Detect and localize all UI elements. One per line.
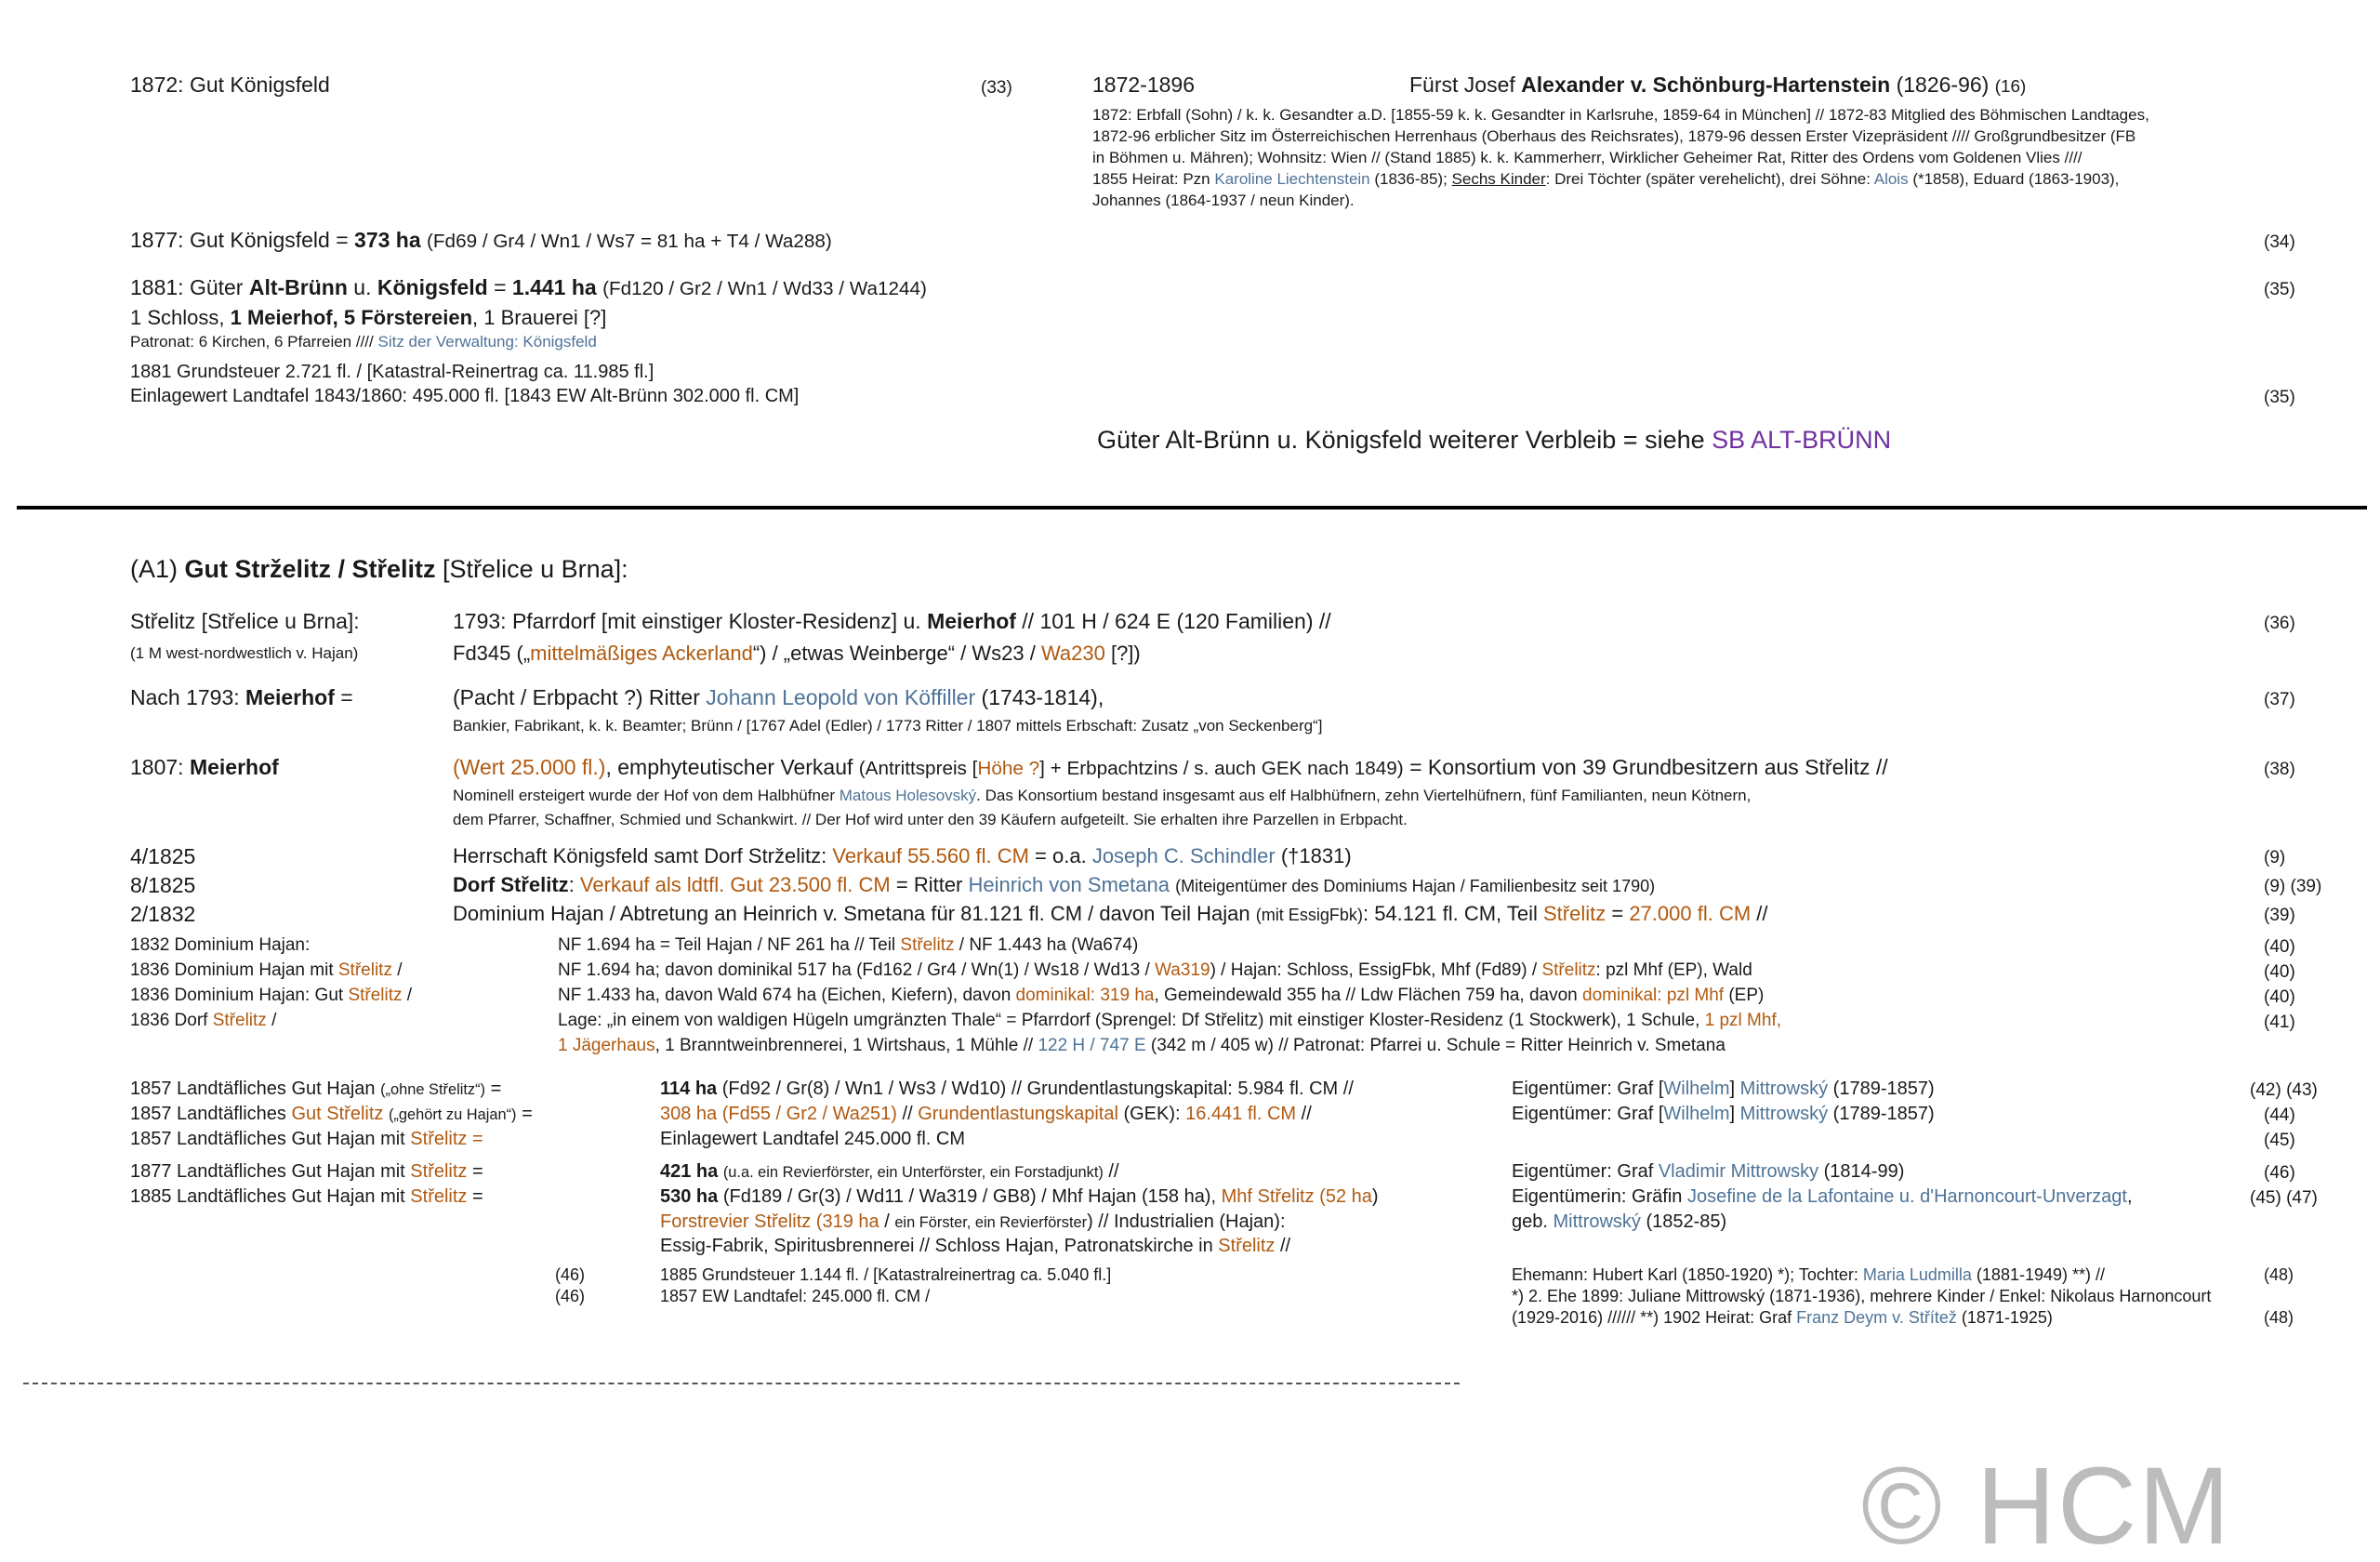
ref-40-c: (40) <box>2264 987 2295 1007</box>
ref-33: (33) <box>981 78 1012 98</box>
text-segment: Alt-Brünn <box>248 275 348 299</box>
text-segment: 4/1825 <box>130 844 196 868</box>
text-segment: (16) <box>1994 76 2027 96</box>
text-segment: 27.000 fl. CM <box>1629 902 1752 925</box>
text-segment: // <box>1751 902 1768 925</box>
ref-46-a: (46) <box>2264 1163 2295 1183</box>
ref-42-43: (42) (43) <box>2250 1080 2318 1100</box>
row-1857-mit-label <box>130 1129 483 1150</box>
text-segment: Alexander v. Schönburg-Hartenstein <box>1521 73 1891 97</box>
text-segment: ) <box>1371 1186 1379 1207</box>
text-segment: = <box>467 1161 483 1182</box>
text-segment: Grundentlastungskapital <box>918 1104 1118 1124</box>
ref-45-47: (45) (47) <box>2250 1188 2318 1208</box>
row-nach-1793-label <box>130 685 353 709</box>
text-segment: Mhf Střelitz (52 ha <box>1221 1186 1372 1207</box>
owner-period-1872-1896: 1872-1896 <box>1092 73 1195 97</box>
text-segment: (1814-99) <box>1818 1161 1905 1182</box>
row-1885-mit-content-line-3 <box>660 1236 1290 1257</box>
ref-44: (44) <box>2264 1105 2295 1125</box>
text-segment: 122 H / 747 E <box>1038 1036 1146 1055</box>
text-segment: 1807: <box>130 755 190 779</box>
row-1885-mit-content-line-1 <box>660 1186 1379 1208</box>
text-segment: Güter Alt-Brünn u. Königsfeld weiterer Verbleib = siehe <box>1097 426 1712 454</box>
text-segment: Meierhof <box>927 609 1016 633</box>
row-1877-mit-owner <box>1512 1161 1904 1183</box>
text-segment: Gut Střelitz <box>291 1104 384 1124</box>
text-segment: Dorf Střelitz <box>453 873 569 896</box>
row-2-1832-content <box>453 902 1768 925</box>
text-segment: *) 2. Ehe 1899: Juliane Mittrowský (1871-1936), mehrere Kinder / Enkel: Nikolaus Harnoncourt <box>1512 1287 2212 1305</box>
text-segment: Höhe ? <box>977 758 1040 779</box>
text-segment: / <box>391 960 403 980</box>
text-segment: = o.a. <box>1028 844 1092 867</box>
row-1836-dorf-content-line-2 <box>558 1036 1726 1056</box>
row-1836-gut-strelitz-label <box>130 986 412 1006</box>
text-segment: (GEK): <box>1117 1104 1186 1124</box>
text-segment: “) / „etwas Weinberge“ / Ws23 / <box>752 642 1041 665</box>
text-segment: : <box>568 873 580 896</box>
text-segment: : Drei Töchter (später verehelicht), drei Söhne: <box>1545 170 1874 188</box>
row-1857-ohne-owner <box>1512 1079 1935 1100</box>
text-segment: Verkauf als ldtfl. Gut 23.500 fl. CM <box>579 873 891 896</box>
text-segment: Essig-Fabrik, Spiritusbrennerei // Schloss Hajan, Patronatskirche in <box>660 1236 1219 1256</box>
text-segment: Königsfeld <box>377 275 488 299</box>
text-segment: // 101 H / 624 E (120 Familien) // <box>1015 609 1331 633</box>
line-1881-patronat <box>130 333 597 351</box>
text-segment: (u.a. ein Revierförster, ein Unterförster, ein Forstadjunkt) <box>722 1164 1104 1181</box>
text-segment: Wilhelm <box>1663 1079 1730 1099</box>
text-segment: (1 M west-nordwestlich v. Hajan) <box>130 644 359 662</box>
text-segment: u. <box>347 275 377 299</box>
text-segment: (1826-96) <box>1890 73 1995 97</box>
ref-46-b: (46) <box>555 1265 586 1284</box>
text-segment: dem Pfarrer, Schaffner, Schmied und Schankwirt. // Der Hof wird unter den 39 Käufern aufgeteilt. Sie erhalten ihre Parzellen in Erbpacht. <box>453 811 1408 828</box>
text-segment: 1857 Landtäfliches <box>130 1104 292 1124</box>
text-segment: = <box>1606 902 1630 925</box>
text-segment: Eigentümer: Graf <box>1512 1161 1659 1182</box>
text-segment: NF 1.694 ha = Teil Hajan / NF 261 ha // Teil <box>558 935 901 955</box>
text-segment: NF 1.694 ha; davon dominikal 517 ha (Fd162 / Gr4 / Wn(1) / Ws18 / Wd13 / <box>558 960 1156 980</box>
text-segment: ) / Hajan: Schloss, EssigFbk, Mhf (Fd89) / <box>1210 960 1542 980</box>
text-segment: . Das Konsortium bestand insgesamt aus elf Halbhüfnern, zehn Viertelhüfnern, fünf Familianten, neun Kötnern, <box>976 787 1752 804</box>
text-segment: 373 ha <box>354 228 421 252</box>
row-1857-ohne-content <box>660 1079 1354 1100</box>
text-segment: ] + Erbpachtzins / s. auch GEK nach 1849) <box>1039 758 1404 779</box>
row-8-1825-content <box>453 873 1655 896</box>
text-segment: 1 Jägerhaus <box>558 1036 655 1055</box>
text-segment: 1877: Gut Königsfeld = <box>130 228 355 252</box>
bottom-dashed-divider <box>23 1383 1460 1384</box>
text-segment: 1872-96 erblicher Sitz im Österreichischen Herrenhaus (Oberhaus des Reichsrates), 1879-96 dessen Erster Vizepräsident //// Großgrundbesitzer (FB <box>1092 127 2136 145</box>
owner-bio-line-1 <box>1092 106 2149 125</box>
text-segment: (EP) <box>1724 986 1765 1005</box>
text-segment: Johannes (1864-1937 / neun Kinder). <box>1092 192 1355 209</box>
text-segment: 2/1832 <box>130 902 196 926</box>
text-segment: (Fd69 / Gr4 / Wn1 / Ws7 = 81 ha + T4 / Wa288) <box>427 231 832 252</box>
text-segment: 8/1825 <box>130 873 196 897</box>
row-strelitz-1793-line-1 <box>453 609 1331 633</box>
owner-bio-line-2 <box>1092 127 2135 146</box>
text-segment: , Gemeindewald 355 ha // Ldw Flächen 759 ha, davon <box>1154 986 1583 1005</box>
text-segment: 308 ha (Fd55 / Gr2 / Wa251) <box>660 1104 897 1124</box>
text-segment: 1885 Grundsteuer 1.144 fl. / [Katastralreinertrag ca. 5.040 fl.] <box>660 1265 1112 1284</box>
text-segment: 16.441 fl. CM <box>1185 1104 1297 1124</box>
text-segment: 114 ha <box>660 1079 718 1099</box>
text-segment: 1855 Heirat: Pzn <box>1092 170 1215 188</box>
line-1881-gueter <box>130 275 927 300</box>
text-segment: (1836-85); <box>1369 170 1452 188</box>
text-segment: Patronat: 6 Kirchen, 6 Pfarreien //// <box>130 333 378 351</box>
row-1836-dominium-mit-label <box>130 960 403 981</box>
text-segment: Einlagewert Landtafel 245.000 fl. CM <box>660 1129 965 1149</box>
row-1902-heirat <box>1512 1308 2053 1328</box>
text-segment: Mittrowský <box>1739 1079 1829 1099</box>
text-segment: (1881-1949) **) // <box>1971 1265 2105 1284</box>
text-segment: 1857 Landtäfliches Gut Hajan mit <box>130 1129 411 1149</box>
owner-name-schoenburg-hartenstein <box>1409 73 2026 97</box>
ref-35-a: (35) <box>2264 280 2295 299</box>
line-1881-schloss-meierhof <box>130 306 606 329</box>
text-segment: Střelitz [Střelice u Brna]: <box>130 609 360 633</box>
text-segment: [?]) <box>1104 642 1141 665</box>
text-segment: (Miteigentümer des Dominiums Hajan / Familienbesitz seit 1790) <box>1175 877 1656 895</box>
ref-38: (38) <box>2264 760 2295 779</box>
text-segment: = <box>516 1104 533 1124</box>
text-segment: 1 Schloss, <box>130 306 231 329</box>
ref-9: (9) <box>2264 848 2286 867</box>
text-segment: Nominell ersteigert wurde der Hof von dem Halbhüfner <box>453 787 840 804</box>
row-1807-note-line-1 <box>453 787 1751 805</box>
text-segment: geb. <box>1512 1211 1554 1232</box>
text-segment: Střelitz <box>337 960 392 980</box>
text-segment: Nach 1793: <box>130 685 246 709</box>
text-segment: Franz Deym v. Střítež <box>1796 1308 1957 1327</box>
text-segment: Alois <box>1873 170 1909 188</box>
row-1885-mit-label <box>130 1186 483 1208</box>
text-segment: / <box>402 986 413 1005</box>
owner-bio-line-4 <box>1092 170 2119 189</box>
ref-40-b: (40) <box>2264 962 2295 982</box>
row-1836-dorf-label <box>130 1011 276 1031</box>
row-strelitz-sublabel <box>130 644 358 663</box>
row-1857-gehoert-owner <box>1512 1104 1935 1125</box>
text-segment: 1.441 ha <box>511 275 597 299</box>
text-segment: , 1 Branntweinbrennerei, 1 Wirtshaus, 1 Mühle // <box>654 1036 1038 1055</box>
text-segment: Verkauf 55.560 fl. CM <box>832 844 1029 867</box>
text-segment: / <box>879 1211 895 1232</box>
text-segment: = <box>485 1079 502 1099</box>
text-segment: Johann Leopold von Köffiller <box>706 685 976 709</box>
row-1836-dorf-content-line-1 <box>558 1011 1781 1031</box>
text-segment: Wilhelm <box>1663 1104 1730 1124</box>
text-segment: = <box>467 1186 483 1207</box>
text-segment: = Ritter <box>890 873 969 896</box>
owner-bio-line-5 <box>1092 192 1355 210</box>
row-1877-mit-label <box>130 1161 483 1183</box>
line-1872-gut-koenigsfeld <box>130 73 330 97</box>
text-segment: / NF 1.443 ha (Wa674) <box>954 935 1139 955</box>
text-segment: 530 ha <box>660 1186 719 1207</box>
text-segment: Ehemann: Hubert Karl (1850-1920) *); Tochter: <box>1512 1265 1863 1284</box>
text-segment: Střelitz <box>1542 902 1606 925</box>
text-segment: (Wert 25.000 fl.) <box>453 755 606 779</box>
text-segment: Bankier, Fabrikant, k. k. Beamter; Brünn / [1767 Adel (Edler) / 1773 Ritter / 1807 mittels Erbschaft: Zusatz „von Seckenberg“] <box>453 717 1323 735</box>
text-segment: / <box>266 1011 277 1030</box>
text-segment: Střelitz <box>1218 1236 1276 1256</box>
text-segment: ] <box>1729 1104 1740 1124</box>
row-4-1825-content <box>453 844 1352 867</box>
row-1877-mit-content <box>660 1161 1119 1183</box>
text-segment: 1857 EW Landtafel: 245.000 fl. CM / <box>660 1287 931 1305</box>
text-segment: Fd345 („ <box>453 642 531 665</box>
text-segment: Joseph C. Schindler <box>1091 844 1276 867</box>
ref-41: (41) <box>2264 1013 2295 1032</box>
hcm-watermark: © HCM <box>1861 1445 2232 1562</box>
text-segment: (Fd120 / Gr2 / Wn1 / Wd33 / Wa1244) <box>602 278 927 299</box>
text-segment: 1872: Gut Königsfeld <box>130 73 330 97</box>
owner-bio-line-3 <box>1092 149 2082 167</box>
row-1807-note-line-2 <box>453 811 1408 829</box>
text-segment: (1789-1857) <box>1828 1104 1935 1124</box>
text-segment: Lage: „in einem von waldigen Hügeln umgränzten Thale“ = Pfarrdorf (Sprengel: Df Střelitz) mit einstiger Kloster-Residenz (1 Stockwerk), 1 Schule, <box>558 1011 1705 1030</box>
text-segment: , <box>2126 1186 2133 1207</box>
text-segment: 1877 Landtäfliches Gut Hajan mit <box>130 1161 411 1182</box>
text-segment: NF 1.433 ha, davon Wald 674 ha (Eichen, Kiefern), davon <box>558 986 1016 1005</box>
text-segment: (342 m / 405 w) // Patronat: Pfarrei u. Schule = Ritter Heinrich v. Smetana <box>1145 1036 1726 1055</box>
row-nach-1793-content <box>453 685 1104 709</box>
row-strelitz-label <box>130 609 360 633</box>
text-segment: 1 Meierhof, 5 Förstereien <box>230 306 473 329</box>
ref-45: (45) <box>2264 1131 2295 1150</box>
text-segment: Eigentümer: Graf [ <box>1512 1104 1664 1124</box>
text-segment: (Fd189 / Gr(3) / Wd11 / Wa319 / GB8) / Mhf Hajan (158 ha), <box>718 1186 1222 1207</box>
row-1836-gut-strelitz-content <box>558 986 1764 1006</box>
crossref-sb-alt-bruenn[interactable] <box>1097 426 1891 455</box>
text-segment: : pzl Mhf (EP), Wald <box>1595 960 1752 980</box>
text-segment: Meierhof <box>189 755 279 779</box>
ref-34: (34) <box>2264 232 2295 252</box>
row-nach-1793-note <box>453 717 1322 735</box>
row-8-1825-label <box>130 873 195 897</box>
ref-39: (39) <box>2264 906 2295 925</box>
text-segment: ein Förster, ein Revierförster <box>894 1214 1088 1231</box>
row-strelitz-1793-line-2 <box>453 642 1141 665</box>
text-segment: (1852-85) <box>1640 1211 1727 1232</box>
text-segment: (1743-1814), <box>975 685 1104 709</box>
text-segment: Maria Ludmilla <box>1862 1265 1972 1284</box>
text-segment: // <box>896 1104 919 1124</box>
text-segment: ) // Industrialien (Hajan): <box>1087 1211 1286 1232</box>
text-segment: („gehört zu Hajan“) <box>388 1106 517 1123</box>
text-segment: Mittrowský <box>1739 1104 1829 1124</box>
text-segment: in Böhmen u. Mähren); Wohnsitz: Wien // (Stand 1885) k. k. Kammerherr, Wirklicher Geheimer Rat, Ritter des Ordens vom Goldenen Vlies //// <box>1092 149 2082 166</box>
row-1807-content <box>453 755 1888 780</box>
ref-36: (36) <box>2264 614 2295 633</box>
row-1857-ew-landtafel <box>660 1287 930 1306</box>
text-segment: Sechs Kinder <box>1451 170 1546 188</box>
row-1832-dominium-content <box>558 935 1138 956</box>
text-segment: Střelitz <box>410 1186 468 1207</box>
text-segment: dominikal: 319 ha <box>1015 986 1155 1005</box>
text-segment: Heinrich von Smetana <box>968 873 1170 896</box>
row-2-1832-label <box>130 902 195 926</box>
text-segment: : 54.121 fl. CM, Teil <box>1362 902 1543 925</box>
text-segment: 1881: Güter <box>130 275 249 299</box>
text-segment: 1881 Grundsteuer 2.721 fl. / [Katastral-Reinertrag ca. 11.985 fl.] <box>130 362 654 382</box>
text-segment: 1885 Landtäfliches Gut Hajan mit <box>130 1186 411 1207</box>
row-1885-owner-line-2 <box>1512 1211 1726 1233</box>
row-1885-mit-content-line-2 <box>660 1211 1286 1233</box>
ref-37: (37) <box>2264 690 2295 709</box>
ref-46-c: (46) <box>555 1287 586 1305</box>
text-segment: (Fd92 / Gr(8) / Wn1 / Ws3 / Wd10) // Grundentlastungskapital: 5.984 fl. CM // <box>717 1079 1354 1099</box>
ref-48-b: (48) <box>2264 1308 2294 1327</box>
text-segment: 1 pzl Mhf, <box>1704 1011 1782 1030</box>
text-segment: (†1831) <box>1275 844 1352 867</box>
text-segment: (A1) <box>130 555 185 583</box>
ref-9-39: (9) (39) <box>2264 877 2322 896</box>
text-segment: 1836 Dominium Hajan: Gut <box>130 986 349 1005</box>
text-segment: (*1858), Eduard (1863-1903), <box>1908 170 2120 188</box>
row-zweite-ehe <box>1512 1287 2211 1306</box>
text-segment: Meierhof <box>245 685 335 709</box>
text-segment: Wa319 <box>1155 960 1210 980</box>
text-segment: 1872: Erbfall (Sohn) / k. k. Gesandter a.D. [1855-59 k. k. Gesandter in Karlsruhe, 1859-64 in München] // 1872-83 Mitglied des Böhmischen Landtages, <box>1092 106 2149 124</box>
text-segment: Herrschaft Königsfeld samt Dorf Strželitz: <box>453 844 833 867</box>
text-segment: Střelitz <box>212 1011 267 1030</box>
text-segment: SB ALT-BRÜNN <box>1712 426 1892 454</box>
text-segment: (1929-2016) ////// **) 1902 Heirat: Graf <box>1512 1308 1797 1327</box>
row-1832-dominium-label <box>130 935 310 956</box>
text-segment: = <box>487 275 512 299</box>
row-ehemann <box>1512 1265 2105 1285</box>
text-segment: Einlagewert Landtafel 1843/1860: 495.000 fl. [1843 EW Alt-Brünn 302.000 fl. CM] <box>130 386 800 406</box>
text-segment: // <box>1275 1236 1291 1256</box>
text-segment: dominikal: pzl Mhf <box>1582 986 1725 1005</box>
text-segment: (mit EssigFbk) <box>1255 906 1363 924</box>
row-1857-gehoert-label <box>130 1104 533 1125</box>
text-segment: // <box>1296 1104 1312 1124</box>
text-segment: (1789-1857) <box>1828 1079 1935 1099</box>
text-segment: Eigentümer: Graf [ <box>1512 1079 1664 1099</box>
ref-40-a: (40) <box>2264 937 2295 957</box>
line-einlagewert-landtafel <box>130 386 799 407</box>
row-1885-grundsteuer <box>660 1265 1111 1285</box>
text-segment: 1857 Landtäfliches Gut Hajan <box>130 1079 381 1099</box>
text-segment: , emphyteutischer Verkauf <box>605 755 859 779</box>
text-segment: Mittrowský <box>1553 1211 1641 1232</box>
text-segment: (1871-1925) <box>1956 1308 2053 1327</box>
text-segment: Střelitz = <box>410 1129 483 1149</box>
text-segment: // <box>1103 1161 1119 1182</box>
row-1857-gehoert-content <box>660 1104 1312 1125</box>
row-4-1825-label <box>130 844 195 868</box>
row-1857-ohne-label <box>130 1079 501 1100</box>
section-divider-rule <box>17 506 2367 510</box>
text-segment: Forstrevier Střelitz (319 ha <box>660 1211 879 1232</box>
row-1836-dominium-mit-content <box>558 960 1752 981</box>
text-segment: 1793: Pfarrdorf [mit einstiger Kloster-Residenz] u. <box>453 609 928 633</box>
text-segment: Eigentümerin: Gräfin <box>1512 1186 1687 1207</box>
ref-35-b: (35) <box>2264 388 2295 407</box>
text-segment: , 1 Brauerei [?] <box>472 306 607 329</box>
text-segment: [Střelice u Brna]: <box>435 555 628 583</box>
text-segment: (Pacht / Erbpacht ?) Ritter <box>453 685 707 709</box>
text-segment: 1836 Dorf <box>130 1011 213 1030</box>
text-segment: Střelitz <box>410 1161 468 1182</box>
text-segment: Vladimir Mittrowsky <box>1658 1161 1819 1182</box>
text-segment: ] <box>1729 1079 1740 1099</box>
text-segment: Střelitz <box>1541 960 1596 980</box>
text-segment: = Konsortium von 39 Grundbesitzern aus Střelitz // <box>1403 755 1888 779</box>
row-1857-mit-content <box>660 1129 965 1150</box>
line-1877-gut-koenigsfeld <box>130 228 832 253</box>
text-segment: Matous Holesovský <box>839 787 977 804</box>
text-segment: („ohne Střelitz“) <box>380 1081 486 1098</box>
text-segment: Josefine de la Lafontaine u. d'Harnoncourt-Unverzagt <box>1686 1186 2127 1207</box>
text-segment: 1832 Dominium Hajan: <box>130 935 311 955</box>
row-1885-owner-line-1 <box>1512 1186 2133 1208</box>
text-segment: Fürst Josef <box>1409 73 1522 97</box>
text-segment: Wa230 <box>1040 642 1105 665</box>
text-segment: Dominium Hajan / Abtretung an Heinrich v. Smetana für 81.121 fl. CM / davon Teil Hajan <box>453 902 1256 925</box>
text-segment: = <box>334 685 353 709</box>
heading-a1-gut-strzelitz <box>130 555 628 584</box>
row-1807-label <box>130 755 279 779</box>
text-segment: Gut Strželitz / Střelitz <box>184 555 436 583</box>
line-1881-grundsteuer <box>130 362 654 383</box>
ref-48-a: (48) <box>2264 1265 2294 1284</box>
text-segment: (Antrittspreis [ <box>858 758 978 779</box>
text-segment: 1836 Dominium Hajan mit <box>130 960 338 980</box>
text-segment: Střelitz <box>348 986 403 1005</box>
text-segment: Karoline Liechtenstein <box>1214 170 1370 188</box>
text-segment: 421 ha <box>660 1161 719 1182</box>
text-segment: Sitz der Verwaltung: Königsfeld <box>377 333 597 351</box>
text-segment: mittelmäßiges Ackerland <box>530 642 753 665</box>
text-segment: Střelitz <box>900 935 955 955</box>
